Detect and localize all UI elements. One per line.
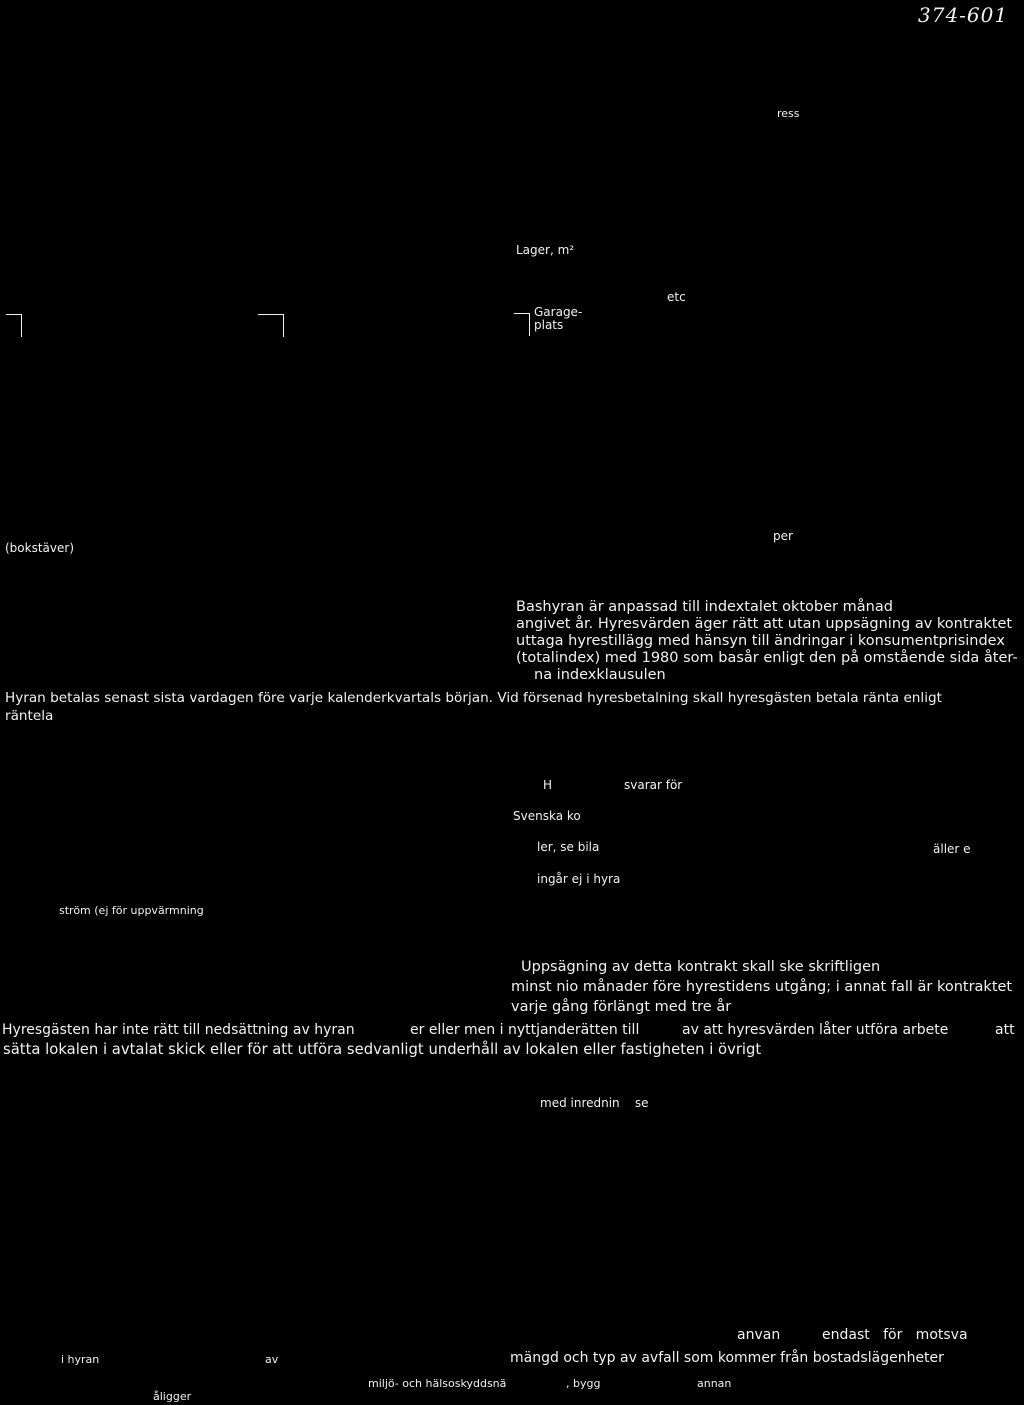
lager-label: Lager, m² bbox=[516, 243, 575, 257]
reduction-line2: sätta lokalen i avtalat skick eller för att utföra sedvanligt underhåll av lokalen eller fastigheten i övrigt bbox=[3, 1041, 762, 1058]
document-number: 374-601 bbox=[918, 3, 1009, 27]
reduction-line1-a: Hyresgästen har inte rätt till nedsättning av hyran bbox=[2, 1022, 355, 1038]
bygg-label: , bygg bbox=[566, 1377, 601, 1390]
checkbox-bracket-garage bbox=[514, 313, 530, 336]
reduction-line1-d: att bbox=[995, 1022, 1015, 1038]
checkbox-bracket-2 bbox=[258, 314, 284, 337]
i-hyran-label: i hyran bbox=[61, 1353, 100, 1366]
reduction-line1-c: av att hyresvärden låter utföra arbete bbox=[682, 1022, 949, 1038]
aligger-label: åligger bbox=[153, 1390, 192, 1403]
etc-label: etc bbox=[667, 290, 686, 304]
svarar-for-label: svarar för bbox=[624, 778, 683, 792]
index-clause: Bashyran är anpassad till indextalet oktober månad angivet år. Hyresvärden äger rätt att utan uppsägning av kontraktet uttaga hyrestillägg med hänsyn till ändringar i konsumentprisindex (totalindex) med 1980 som basår enligt den på omstående sida åter- na indexklausulen bbox=[516, 599, 1018, 683]
aller-label: äller e bbox=[933, 842, 971, 856]
bokstaver-label: (bokstäver) bbox=[5, 541, 74, 555]
payment-terms-line1: Hyran betalas senast sista vardagen före varje kalenderkvartals början. Vid försenad hyresbetalning skall hyresgästen betala ränta enligt bbox=[5, 690, 942, 706]
furnishing-label: med inrednin se bbox=[540, 1096, 649, 1110]
termination-clause: Uppsägning av detta kontrakt skall ske skriftligen minst nio månader före hyrestidens utgång; i annat fall är kontraktet varje gång förlängt med tre år bbox=[511, 959, 1013, 1015]
bilaga-reference: ler, se bila bbox=[537, 840, 600, 854]
checkbox-bracket-1 bbox=[6, 314, 22, 337]
anvan-label: anvan bbox=[737, 1327, 781, 1343]
strom-label: ström (ej för uppvärmning bbox=[59, 904, 204, 917]
waste-amount-text: mängd och typ av avfall som kommer från bostadslägenheter bbox=[510, 1350, 944, 1366]
av-label: av bbox=[265, 1353, 279, 1366]
payment-terms-line2: räntela bbox=[5, 708, 54, 724]
per-label: per bbox=[773, 529, 793, 543]
annan-label: annan bbox=[697, 1377, 732, 1390]
endast-label: endast för motsva bbox=[822, 1327, 968, 1343]
svenska-label: Svenska ko bbox=[513, 809, 581, 823]
address-label: ress bbox=[777, 107, 800, 120]
garage-label: Garage- plats bbox=[534, 305, 583, 332]
miljo-label: miljö- och hälsoskyddsnä bbox=[368, 1377, 507, 1390]
h-label: H bbox=[543, 778, 553, 792]
ingar-ej-label: ingår ej i hyra bbox=[537, 872, 621, 886]
reduction-line1-b: er eller men i nyttjanderätten till bbox=[410, 1022, 640, 1038]
